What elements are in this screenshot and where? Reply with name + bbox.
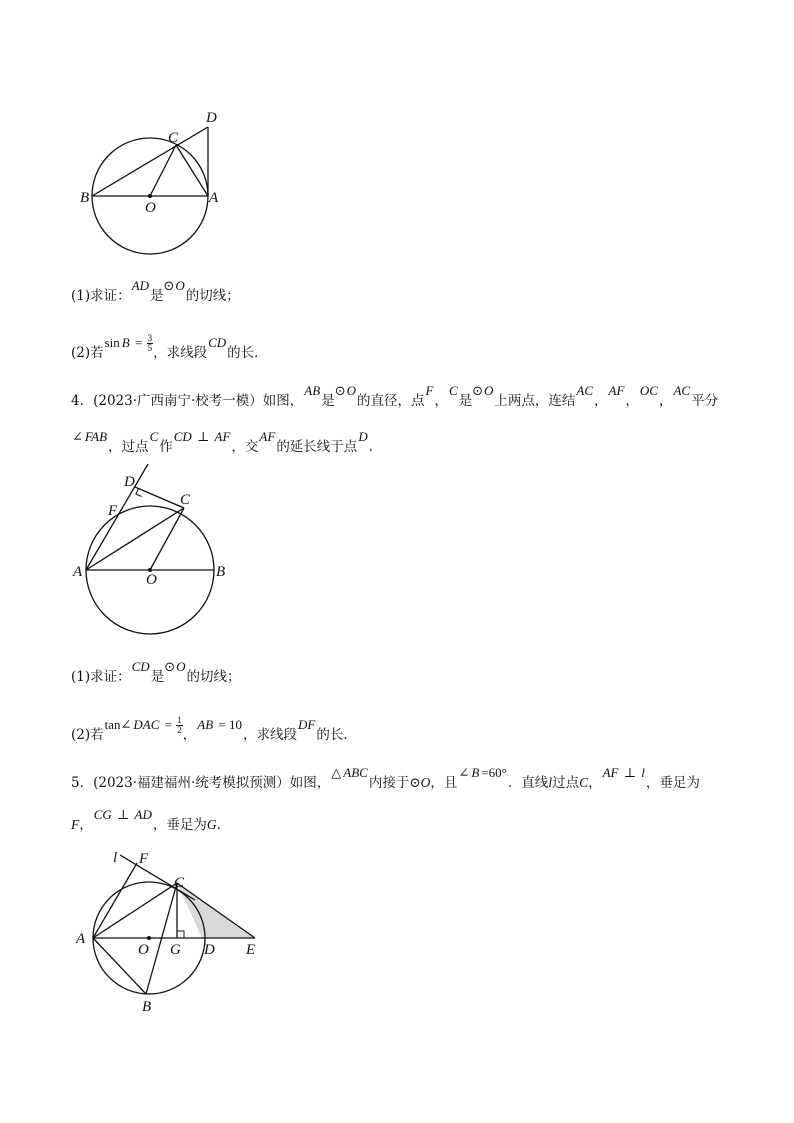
segment-ac [86,508,184,570]
segment-co [150,508,184,570]
figure-inscribed-triangle [0,845,794,1020]
center-point [148,194,152,198]
label-g: G [170,942,181,958]
label-o: O [145,200,156,216]
label-d: D [124,474,135,490]
q4-part1: (1)求证：CD是⊙O的切线； [71,659,241,685]
label-b: B [80,190,90,206]
right-angle-mark [177,931,184,938]
label-o: O [146,572,157,588]
label-b: B [142,999,152,1015]
label-d: D [206,110,217,126]
q3-part2: (2)若sin B = $\frac{3}{5}$ ，求线段CD的长． [71,333,268,361]
q4-line1: 4．(2023·广西南宁·校考一模）如图，AB是⊙O的直径，点F，C是⊙O上两点，连结AC，AF，OC，AC平分 [71,383,719,409]
label-e: E [246,942,256,958]
label-a: A [73,564,83,580]
fraction-1-2: $\frac{1}{2}$ [177,715,182,735]
q4-line2: ∠ FAB，过点C作CD ⊥ AF，交AF的延长线于点D． [72,429,383,455]
q3-part1: (1)求证：AD是⊙O的切线； [71,278,240,304]
label-f: F [139,851,149,867]
segment-co [150,145,176,196]
label-a: A [209,190,219,206]
fraction-3-5: $\frac{3}{5}$ [147,333,153,353]
segment-af [93,863,137,938]
center-point [147,936,151,940]
label-o: O [138,942,149,958]
label-d: D [204,942,215,958]
label-c: C [168,130,179,146]
label-c: C [174,875,185,891]
q4-part2: (2)若tan∠ DAC = $\frac{1}{2}$ ，AB = 10，求线段DF的长． [71,715,357,743]
q5-line2: F，CG ⊥ AD，垂足为G． [71,807,231,833]
segment-cd [135,487,184,508]
label-b: B [216,564,226,580]
figure-circle-tangent-ad [0,0,794,270]
q5-line1: 5．(2023·福建福州·统考模拟预测）如图，△ ABC内接于⊙O，且∠ B =60°．直线l过点C，AF ⊥ l，垂足为 [71,765,700,791]
label-c: C [180,492,191,508]
label-a: A [76,931,86,947]
figure-circle-tangent-cd [0,460,794,645]
label-l: l [113,850,118,866]
segment-ca [176,145,208,196]
label-f: F [108,503,118,519]
